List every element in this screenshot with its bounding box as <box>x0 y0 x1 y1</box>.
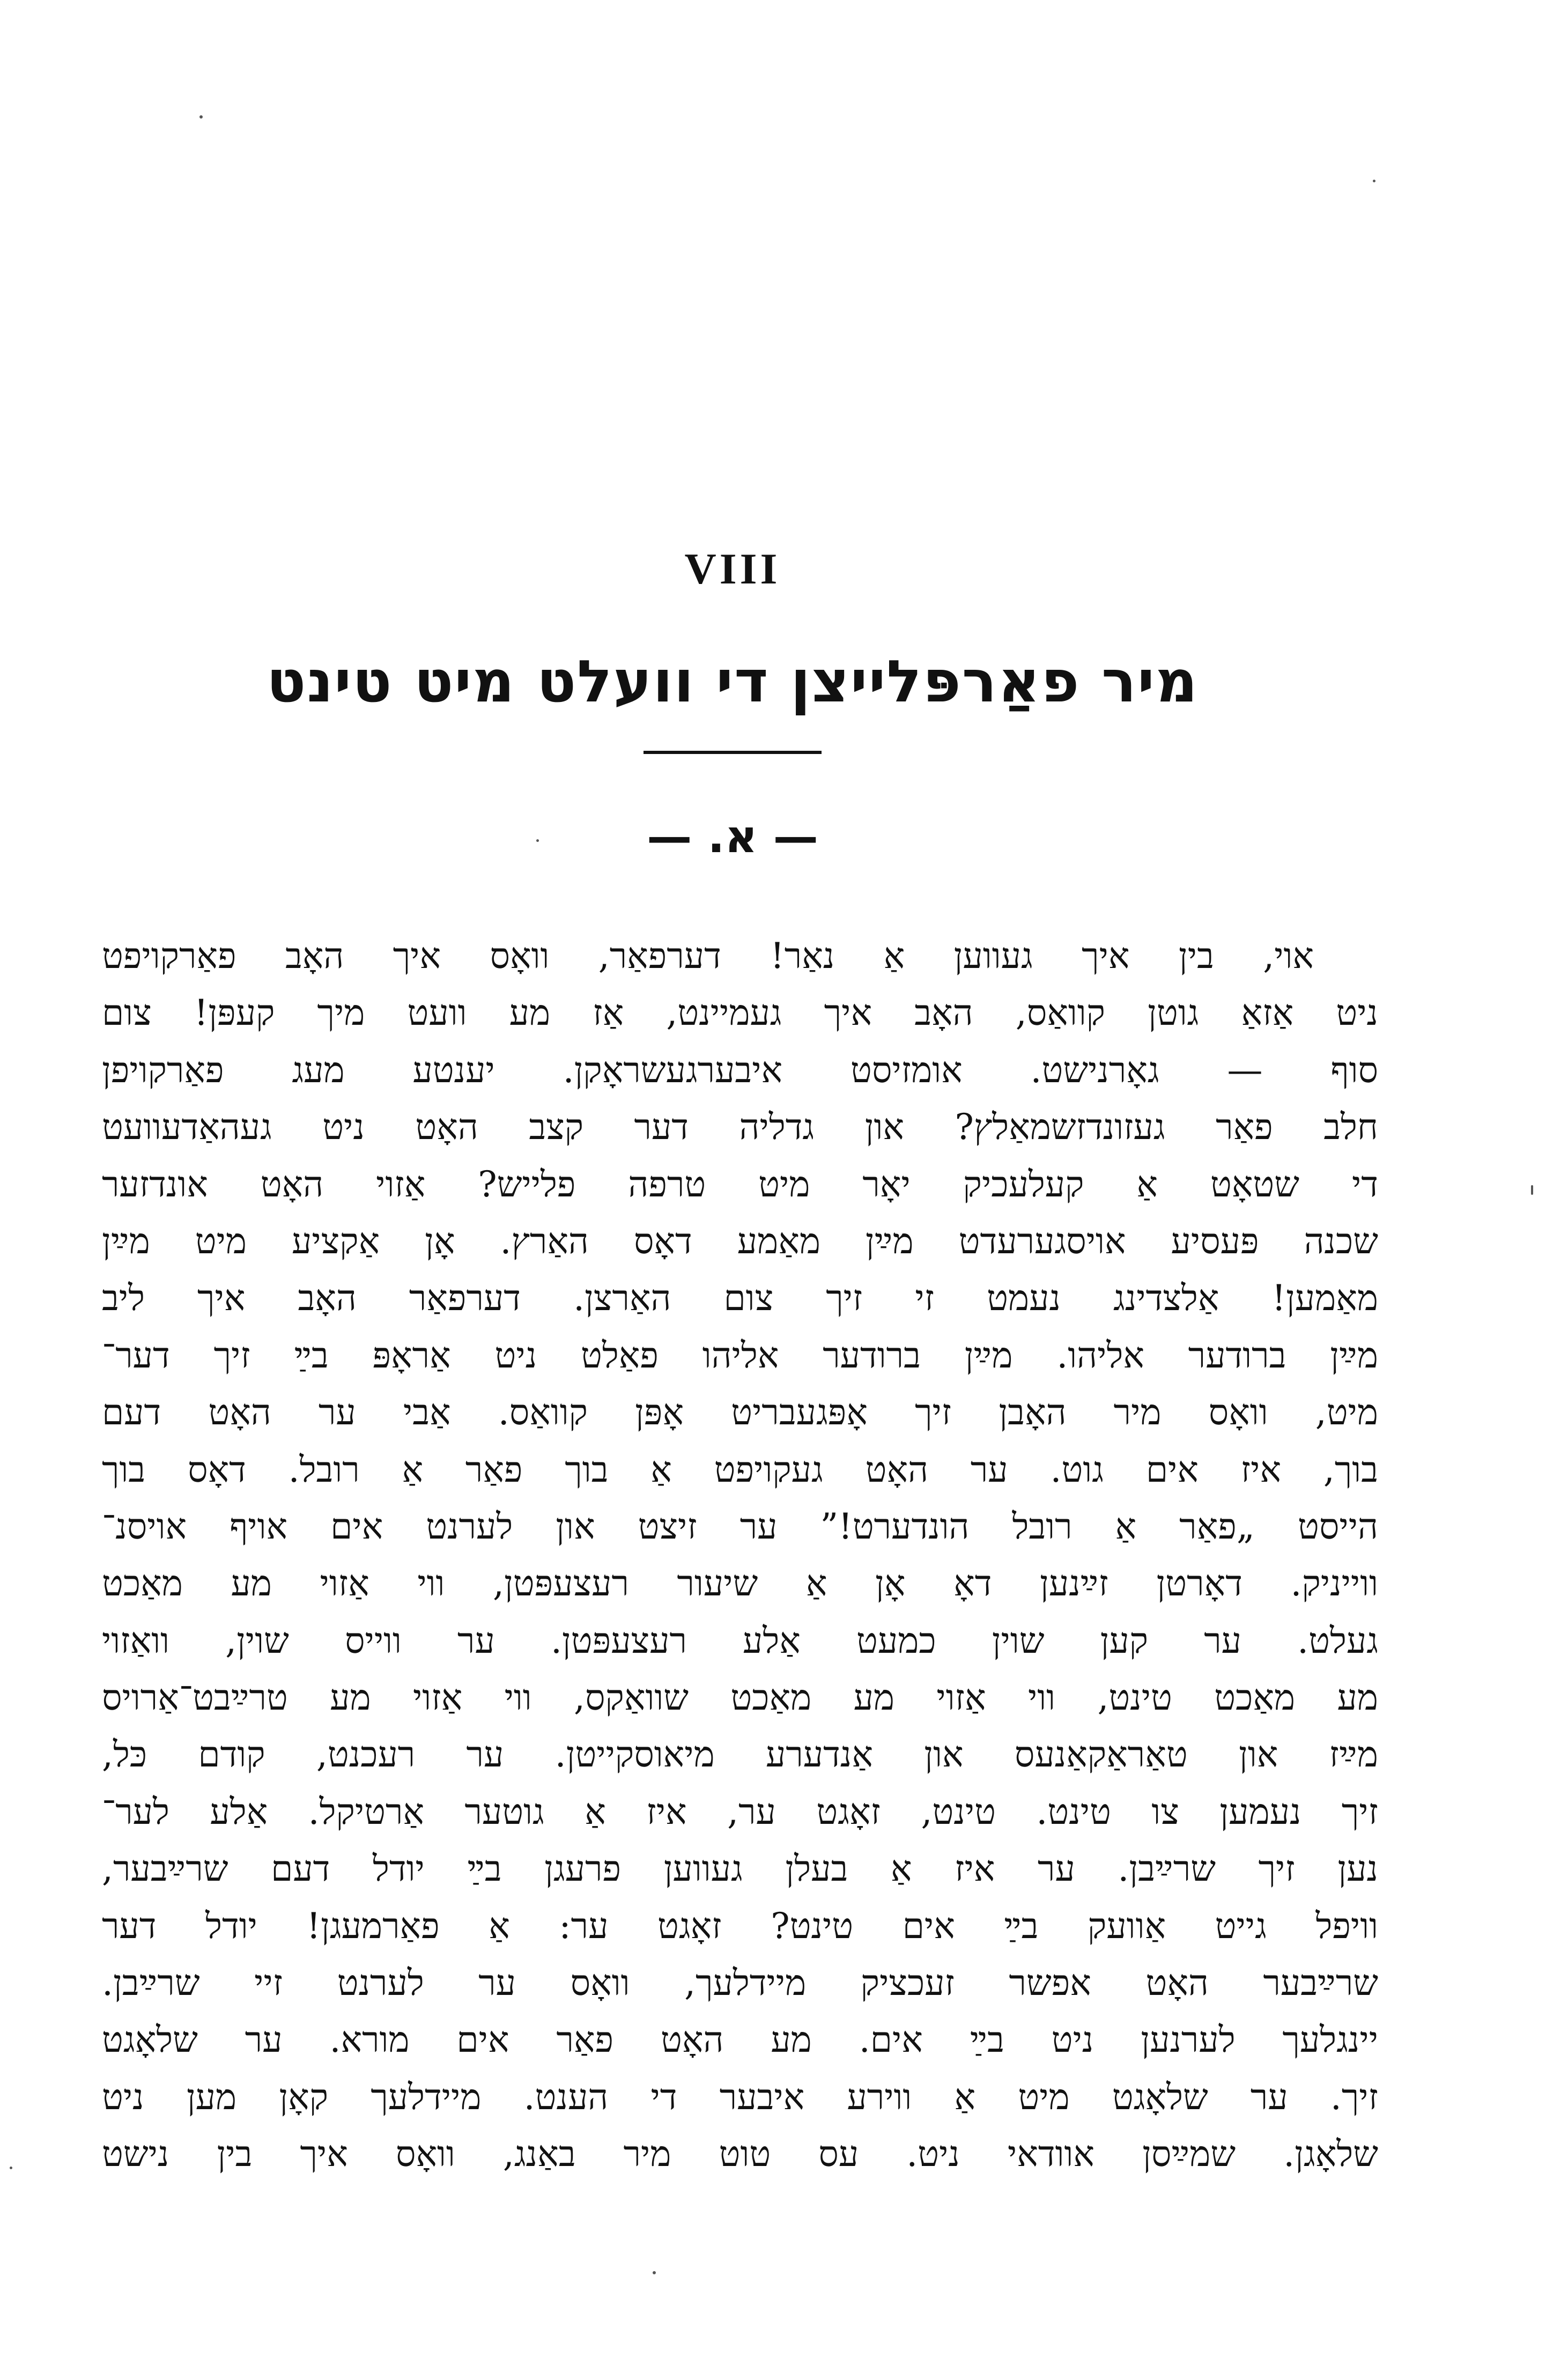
text-line: בוך, איז אים גוט. ער האָט געקויפט אַ בוך פאַר אַ רובל. דאָס בוך <box>102 1448 1378 1490</box>
text-line: וויפל גייט אַוועק בײַ אים טינט? זאָגט ער: אַ פאַרמעגן! יודל דער <box>102 1905 1378 1947</box>
text-line: זיך. ער שלאָגט מיט אַ ווירע איבער די הענט. מיידלעך קאָן מען ניט <box>102 2076 1378 2118</box>
text-line: מע מאַכט טינט, ווי אַזוי מע מאַכט שוואַקס, ווי אַזוי מע טרײַבט־אַרויס <box>102 1677 1378 1719</box>
text-line: אוי, בין איך געווען אַ נאַר! דערפאַר, וואָס איך האָב פאַרקויפט <box>102 935 1314 977</box>
text-line: סוף — גאָרנישט. אומזיסט איבערגעשראָקן. יענטע מעג פאַרקויפן <box>102 1049 1378 1091</box>
scan-speck <box>536 839 539 842</box>
text-line: געלט. ער קען שוין כמעט אַלע רעצעפּטן. ער ווייס שוין, וואַזוי <box>102 1620 1378 1661</box>
text-line: ניט אַזאַ גוטן קוואַס, האָב איך געמיינט, אַז מע וועט מיך קעפּן! צום <box>102 992 1378 1034</box>
text-line: שכנה פּעסיע אויסגערעדט מײַן מאַמע דאָס האַרץ. אָן אַקציע מיט מײַן <box>102 1220 1378 1262</box>
text-line: מאַמען! אַלצדינג נעמט זי זיך צום האַרצן. דערפאַר האָב איך ליב <box>102 1277 1378 1319</box>
text-line: מײַז און טאַראַקאַנעס און אַנדערע מיאוסקייטן. ער רעכנט, קודם כּל, <box>102 1734 1378 1776</box>
title-divider <box>644 751 822 754</box>
text-line: זיך נעמען צו טינט. טינט, זאָגט ער, איז אַ גוטער אַרטיקל. אַלע לער־ <box>102 1791 1378 1832</box>
text-line: הייסט „פאַר אַ רובל הונדערט!” ער זיצט און לערנט אים אויף אויסנ־ <box>102 1505 1378 1547</box>
text-line: חלב פאַר געזונדזשמאַלץ? און גדליה דער קצב האָט ניט געהאַדעוועט <box>102 1106 1378 1148</box>
chapter-number: VIII <box>684 544 781 593</box>
text-line: ווייניק. דאָרטן זײַנען דאָ אָן אַ שיעור רעצעפּטן, ווי אַזוי מע מאַכט <box>102 1563 1378 1605</box>
chapter-title: מיר פאַרפּלייצן די וועלט מיט טינט <box>266 648 1199 715</box>
section-marker: — א. — <box>647 810 818 863</box>
body-text <box>102 928 1378 2183</box>
text-line: די שטאָט אַ קעלעכיק יאָר מיט טרפה פלייש? אַזוי האָט אונדזער <box>102 1163 1378 1205</box>
scan-speck <box>1531 1185 1533 1195</box>
scan-speck <box>199 115 203 119</box>
text-line: מײַן ברודער אליהו. מײַן ברודער אליהו פאַלט ניט אַראָפּ בײַ זיך דער־ <box>102 1334 1378 1376</box>
scan-speck <box>1373 180 1375 182</box>
scan-speck <box>10 2167 12 2169</box>
text-line: שלאָגן. שמײַסן אוודאי ניט. עס טוט מיר באַנג, וואָס איך בין נישט <box>102 2133 1378 2175</box>
text-line: נען זיך שרײַבן. ער איז אַ בעלן געווען פרעגן בײַ יודל דעם שרײַבער, <box>102 1848 1378 1890</box>
text-line: יינגלעך לערנען ניט בײַ אים. מע האָט פאַר אים מורא. ער שלאָגט <box>102 2019 1378 2061</box>
text-line: שרײַבער האָט אפשר זעכציק מיידלעך, וואָס ער לערנט זיי שרײַבן. <box>102 1962 1378 2004</box>
text-line: מיט, וואָס מיר האָבן זיך אָפּגעבריט אָפּן קוואַס. אַבי ער האָט דעם <box>102 1392 1378 1433</box>
scan-speck <box>653 2271 656 2274</box>
